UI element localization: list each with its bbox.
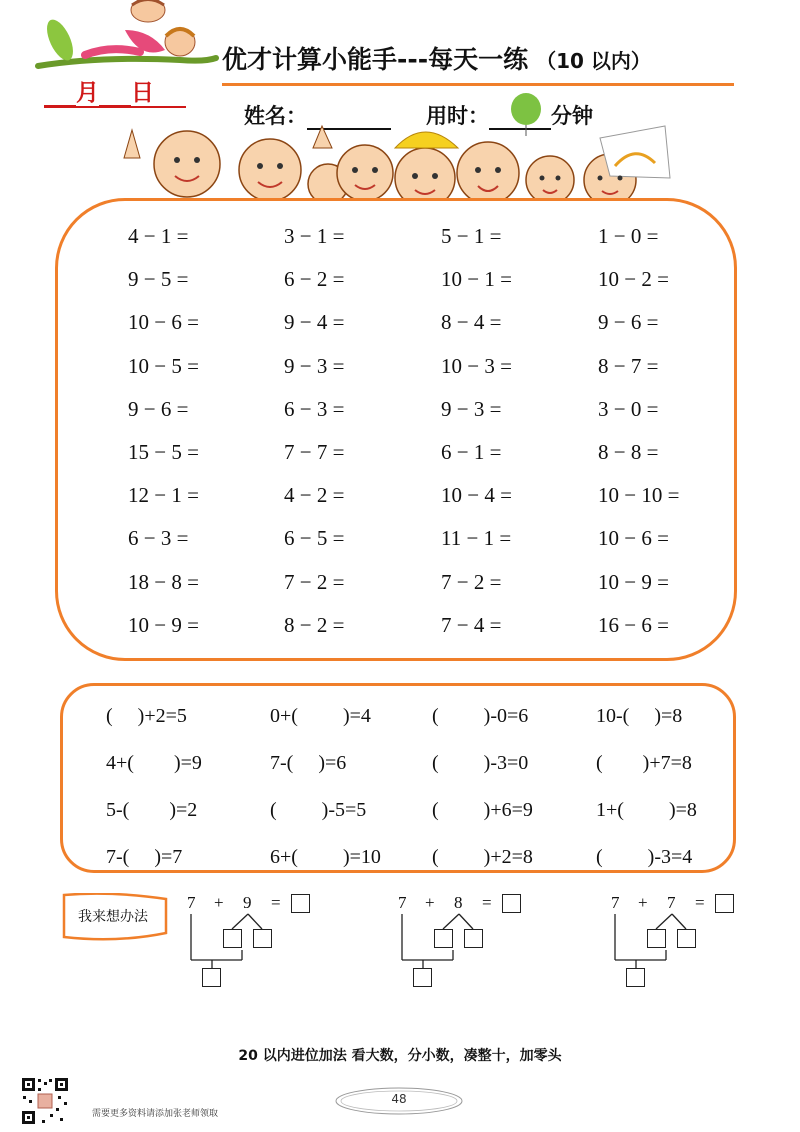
make-ten-branch-lines [393,910,483,990]
make-ten-equals: = [482,893,492,912]
fill-in-problem[interactable]: ( )-0=6 [432,705,529,727]
fill-in-problem[interactable]: ( )+2=8 [432,846,533,868]
subtraction-problem: 3 − 1 = [284,224,345,248]
subtraction-problem: 1 − 0 = [598,224,659,248]
make-ten-addend-a: 7 [398,893,407,912]
fill-in-problem[interactable]: ( )-3=0 [432,752,529,774]
subtraction-problem: 10 − 6 = [598,526,669,551]
name-label: 姓名： [244,104,307,128]
date-field[interactable] [44,74,154,107]
make-ten-operator: + [214,893,224,912]
kids-faces-illustration [110,118,690,210]
title-text: 优才计算小能手---每天一练 [222,45,529,74]
method-label: 我来想办法 [78,909,148,925]
make-ten-branch-lines [182,910,272,990]
subtraction-problem: 6 − 3 = [284,396,345,421]
subtraction-problem: 9 − 5 = [128,267,189,292]
fill-in-problem[interactable]: ( )-5=5 [270,799,367,821]
make-ten-equals: = [271,893,281,912]
subtraction-problem: 10 − 5 = [128,353,199,378]
fill-in-problem[interactable]: ( )-3=4 [596,846,693,868]
subtraction-problem: 9 − 4 = [284,310,345,335]
subtraction-problem: 5 − 1 = [441,224,502,248]
subtraction-problem: 4 − 1 = [128,224,189,248]
answer-box[interactable] [715,894,734,913]
make-ten-operator: + [638,893,648,912]
subtraction-problem: 16 − 6 = [598,612,669,637]
subtraction-problem: 7 − 2 = [284,569,345,594]
subtraction-problem: 10 − 3 = [441,353,512,378]
subtraction-problem: 10 − 2 = [598,267,669,292]
subtraction-problem: 6 − 2 = [284,267,345,292]
subtraction-problem: 6 − 3 = [128,526,189,551]
fill-in-problem[interactable]: ( )+6=9 [432,799,533,821]
subtraction-problem: 3 − 0 = [598,396,659,421]
page-number: 48 [391,1092,407,1106]
month-label: 月 [76,80,99,106]
subtraction-problem: 9 − 6 = [598,310,659,335]
fill-in-problem[interactable]: 1+( )=8 [596,799,697,821]
addition-rule-text: 20 以内进位加法 看大数，分小数，凑整十，加零头 [238,1048,562,1064]
subtraction-problem: 11 − 1 = [441,526,512,551]
day-label: 日 [131,80,154,106]
subtraction-problem: 8 − 2 = [284,612,345,637]
make-ten-addend-b: 8 [454,893,463,912]
make-ten-equals: = [695,893,705,912]
make-ten-addend-a: 7 [611,893,620,912]
subtraction-problem: 4 − 2 = [284,483,345,508]
subtraction-problem: 15 − 5 = [128,440,199,464]
subtraction-problem: 10 − 4 = [441,483,512,508]
subtraction-problem: 9 − 3 = [284,353,345,378]
subtraction-problem: 10 − 9 = [598,569,669,594]
date-underline [44,106,186,108]
make-ten-operator: + [425,893,435,912]
subtraction-problem: 8 − 8 = [598,440,659,464]
fill-in-problem[interactable]: 7-( )=7 [106,846,183,868]
fill-in-problem[interactable]: 7-( )=6 [270,752,347,774]
answer-box[interactable] [291,894,310,913]
subtraction-problem: 7 − 4 = [441,612,502,637]
subtraction-problem: 9 − 3 = [441,396,502,421]
qr-note: 需要更多资料请添加张老师领取 [92,1109,219,1119]
make-ten-addend-b: 7 [667,893,676,912]
subtraction-problem: 9 − 6 = [128,396,189,421]
subtraction-problem: 8 − 4 = [441,310,502,335]
fill-in-problem[interactable]: 6+( )=10 [270,846,381,868]
title-range: （10 以内） [536,49,651,73]
make-ten-branch-lines [606,910,696,990]
subtraction-problem: 10 − 9 = [128,612,199,637]
time-label: 用时： [426,104,489,128]
subtraction-problem: 18 − 8 = [128,569,199,594]
fill-in-problem[interactable]: ( )+7=8 [596,752,692,774]
subtraction-problem: 12 − 1 = [128,483,199,508]
fill-in-problem[interactable]: 0+( )=4 [270,705,371,727]
subtraction-problem: 10 − 6 = [128,310,199,335]
fill-in-problem[interactable]: 5-( )=2 [106,799,198,821]
make-ten-addend-b: 9 [243,893,252,912]
kids-on-branch-illustration [30,0,220,80]
fill-in-problem[interactable]: 10-( )=8 [596,705,683,727]
fill-in-problem[interactable]: 4+( )=9 [106,752,202,774]
subtraction-problem: 8 − 7 = [598,353,659,378]
subtraction-problem: 6 − 5 = [284,526,345,551]
minute-label: 分钟 [551,104,593,128]
qr-code-icon[interactable] [20,1076,70,1126]
answer-box[interactable] [502,894,521,913]
subtraction-problem: 10 − 10 = [598,483,680,508]
fill-in-problem[interactable]: ( )+2=5 [106,705,187,727]
subtraction-problem: 10 − 1 = [441,267,512,292]
subtraction-problem: 7 − 2 = [441,569,502,594]
make-ten-addend-a: 7 [187,893,196,912]
page-title [222,40,651,76]
subtraction-problem: 7 − 7 = [284,440,345,464]
subtraction-problem: 6 − 1 = [441,440,502,464]
title-rule [222,83,734,86]
